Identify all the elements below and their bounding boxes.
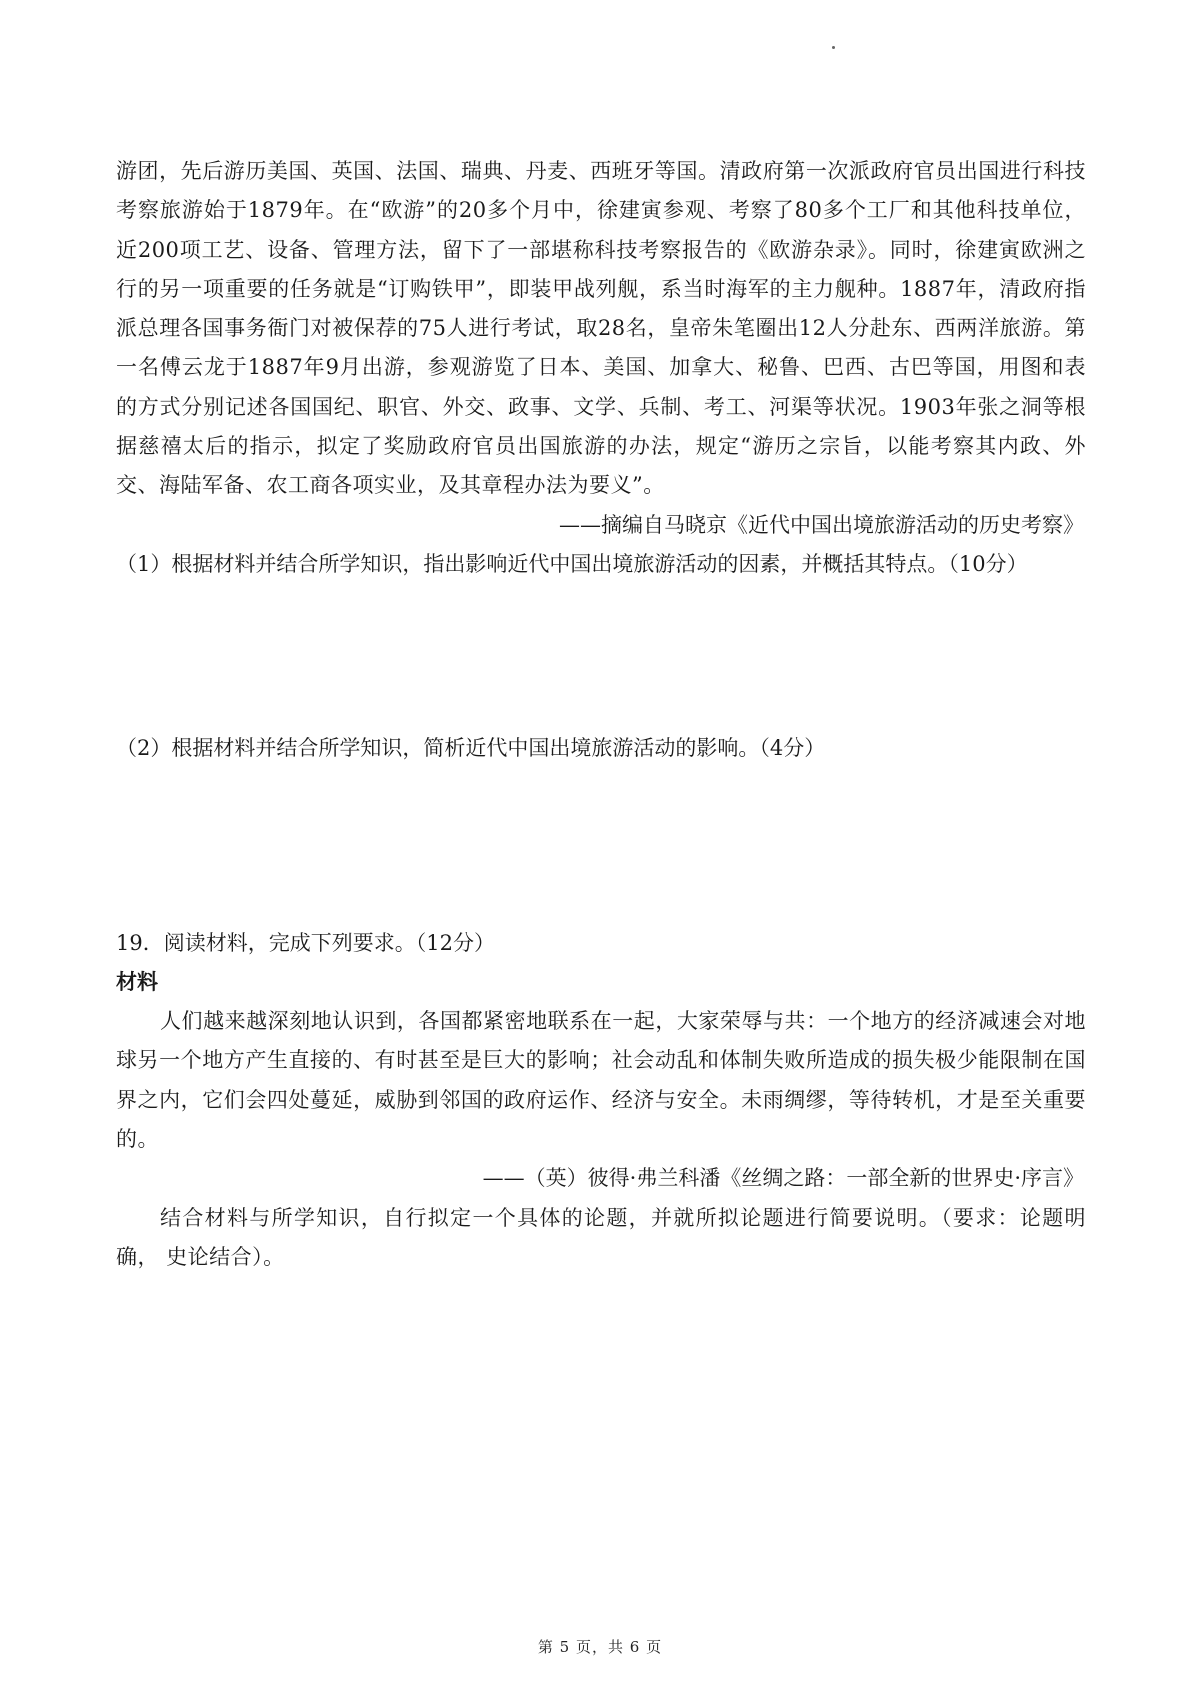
question-18-1: （1）根据材料并结合所学知识，指出影响近代中国出境旅游活动的因素，并概括其特点。（10分）: [116, 551, 1028, 576]
answer-space-18-2: [116, 769, 1086, 924]
material-18-source: ——摘编自马晓京《近代中国出境旅游活动的历史考察》: [559, 512, 1084, 537]
page-content: [116, 152, 1086, 1277]
material-19-paragraph: 人们越来越深刻地认识到，各国都紧密地联系在一起，大家荣辱与共：一个地方的经济减速会对地球另一个地方产生直接的、有时甚至是巨大的影响；社会动乱和体制失败所造成的损失极少能限制在国界之内，它们会四处蔓延，威胁到邻国的政府运作、经济与安全。未雨绸缪，等待转机，才是至关重要的。: [116, 1009, 1086, 1152]
question-18-2: （2）根据材料并结合所学知识，简析近代中国出境旅游活动的影响。（4分）: [116, 736, 826, 761]
question-19-heading: 19．阅读材料，完成下列要求。（12分）: [116, 930, 495, 955]
scan-speck: [832, 46, 835, 49]
material-label: 材料: [116, 969, 158, 994]
page-footer: 第 5 页，共 6 页: [537, 1638, 663, 1656]
material-18-paragraph: 游团，先后游历美国、英国、法国、瑞典、丹麦、西班牙等国。清政府第一次派政府官员出国进行科技考察旅游始于1879年。在“欧游”的20多个月中，徐建寅参观、考察了80多个工厂和其他科技单位，近200项工艺、设备、管理方法，留下了一部堪称科技考察报告的《欧游杂录》。同时，徐建寅欧洲之行的另一项重要的任务就是“订购铁甲”，即装甲战列舰，系当时海军的主力舰种。1887年，清政府指派总理各国事务衙门对被保荐的75人进行考试，取28名，皇帝朱笔圈出12人分赴东、西两洋旅游。第一名傅云龙于1887年9月出游，参观游览了日本、美国、加拿大、秘鲁、巴西、古巴等国，用图和表的方式分别记述各国国纪、职官、外交、政事、文学、兵制、考工、河渠等状况。1903年张之洞等根据慈禧太后的指示，拟定了奖励政府官员出国旅游的办法，规定“游历之宗旨，以能考察其内政、外交、海陆军备、农工商各项实业，及其章程办法为要义”。: [116, 159, 1086, 498]
material-19-source: ——（英）彼得·弗兰科潘《丝绸之路：一部全新的世界史·序言》: [482, 1166, 1084, 1191]
answer-space-18-1: [116, 584, 1086, 729]
question-19-task: 结合材料与所学知识，自行拟定一个具体的论题，并就所拟论题进行简要说明。（要求：论题明确， 史论结合）。: [116, 1205, 1086, 1269]
